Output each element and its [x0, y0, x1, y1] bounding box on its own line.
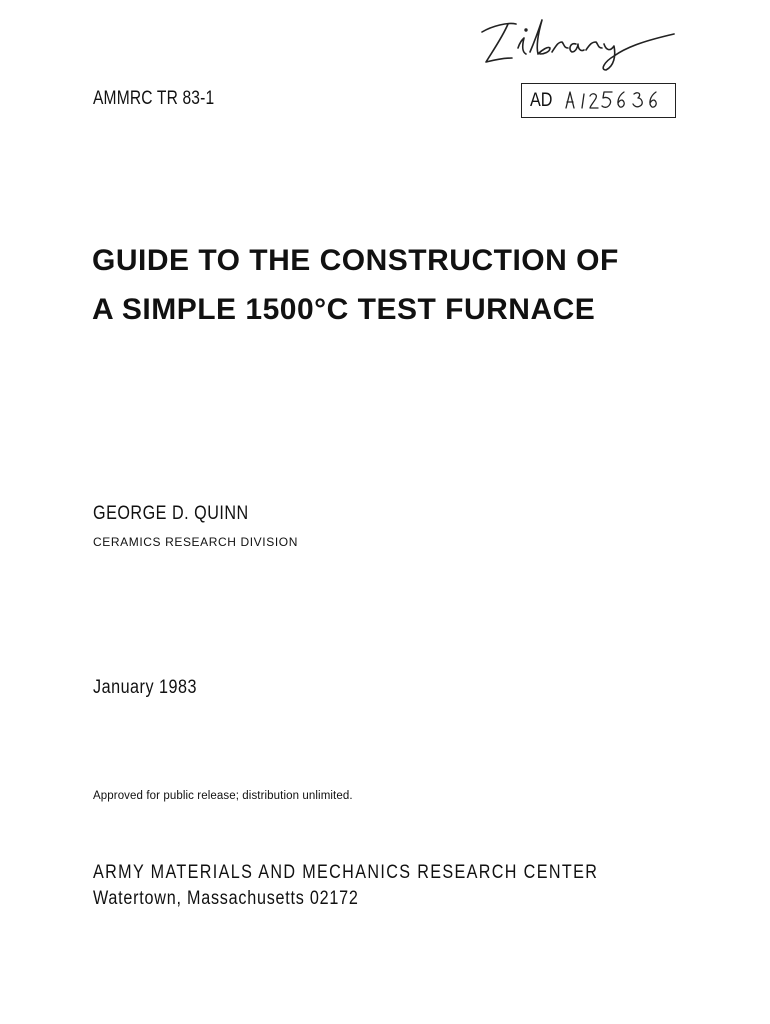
- organization-address: Watertown, Massachusetts 02172: [93, 888, 359, 909]
- report-title-line-2: A SIMPLE 1500°C TEST FURNACE: [92, 293, 596, 326]
- accession-number-prefix: AD: [530, 90, 553, 111]
- library-handwritten-signature: [478, 12, 678, 74]
- author-name: GEORGE D. QUINN: [93, 503, 249, 524]
- author-division: CERAMICS RESEARCH DIVISION: [93, 535, 298, 549]
- accession-number-handwritten: [560, 82, 680, 118]
- publication-date: January 1983: [93, 677, 197, 698]
- distribution-statement: Approved for public release; distribution unlimited.: [93, 790, 353, 802]
- report-title-line-1: GUIDE TO THE CONSTRUCTION OF: [92, 244, 619, 277]
- organization-name: ARMY MATERIALS AND MECHANICS RESEARCH CENTER: [93, 862, 599, 883]
- report-number: AMMRC TR 83-1: [93, 88, 215, 109]
